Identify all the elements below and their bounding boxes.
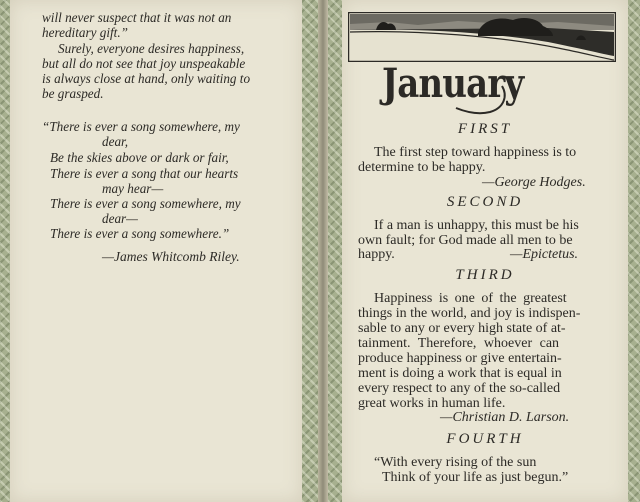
section-second-line: own fault; for God made all men to be: [358, 233, 573, 248]
section-heading-third: THIRD: [455, 267, 515, 283]
section-third-line: great works in human life.: [358, 396, 506, 411]
quote-line: but all do not see that joy unspeakable: [42, 56, 246, 71]
section-first-line: The first step toward happiness is to: [374, 145, 577, 160]
section-fourth-line: Think of your life as just begun.”: [382, 470, 569, 485]
poem-line: Be the skies above or dark or fair,: [50, 150, 229, 165]
quote-line: be grasped.: [42, 86, 104, 101]
left-ornamental-border-outer: [0, 0, 10, 502]
section-heading-first: FIRST: [457, 121, 513, 137]
section-fourth-line: “With every rising of the sun: [374, 455, 537, 470]
section-third-attribution: —Christian D. Larson.: [440, 410, 570, 425]
section-third-line: Happiness is one of the greatest: [374, 291, 567, 306]
section-second-line: happy.: [358, 247, 395, 262]
poem-line: There is ever a song somewhere.”: [50, 226, 230, 241]
month-title: January: [382, 60, 524, 107]
section-second-line: If a man is unhappy, this must be his: [374, 218, 579, 233]
quote-line: Surely, everyone desires happiness,: [58, 41, 245, 56]
section-second-attribution: —Epictetus.: [510, 247, 579, 262]
poem-attribution: —James Whitcomb Riley.: [102, 249, 240, 264]
section-third-line: sable to any or every high state of at-: [358, 321, 566, 336]
section-first-attribution: —George Hodges.: [482, 175, 586, 190]
section-third-line: things in the world, and joy is indispen-: [358, 306, 581, 321]
poem-line: may hear—: [102, 181, 164, 196]
book-gutter: [318, 0, 328, 502]
left-ornamental-border-inner: [302, 0, 318, 502]
section-first-line: determine to be happy.: [358, 160, 486, 175]
poem-line: dear,: [102, 134, 129, 149]
quote-line: hereditary gift.”: [42, 25, 128, 40]
section-heading-fourth: FOURTH: [446, 431, 524, 447]
quote-line: will never suspect that it was not an: [42, 10, 232, 25]
section-third-line: ment is doing a work that is equal in: [358, 366, 562, 381]
poem-line: dear—: [102, 211, 138, 226]
poem-line: There is ever a song somewhere, my: [50, 196, 241, 211]
right-page: [342, 0, 628, 502]
section-third-line: tainment. Therefore, whoever can: [358, 336, 560, 351]
right-ornamental-border-inner: [328, 0, 342, 502]
poem-line: There is ever a song that our hearts: [50, 166, 239, 181]
section-third-line: every respect to any of the so-called: [358, 381, 561, 396]
section-third-line: produce happiness or give entertain-: [358, 351, 562, 366]
section-heading-second: SECOND: [446, 194, 524, 210]
left-page: [10, 0, 302, 502]
poem-line: “There is ever a song somewhere, my: [42, 119, 240, 134]
right-ornamental-border-outer: [628, 0, 640, 502]
quote-line: is always close at hand, only waiting to: [42, 71, 251, 86]
